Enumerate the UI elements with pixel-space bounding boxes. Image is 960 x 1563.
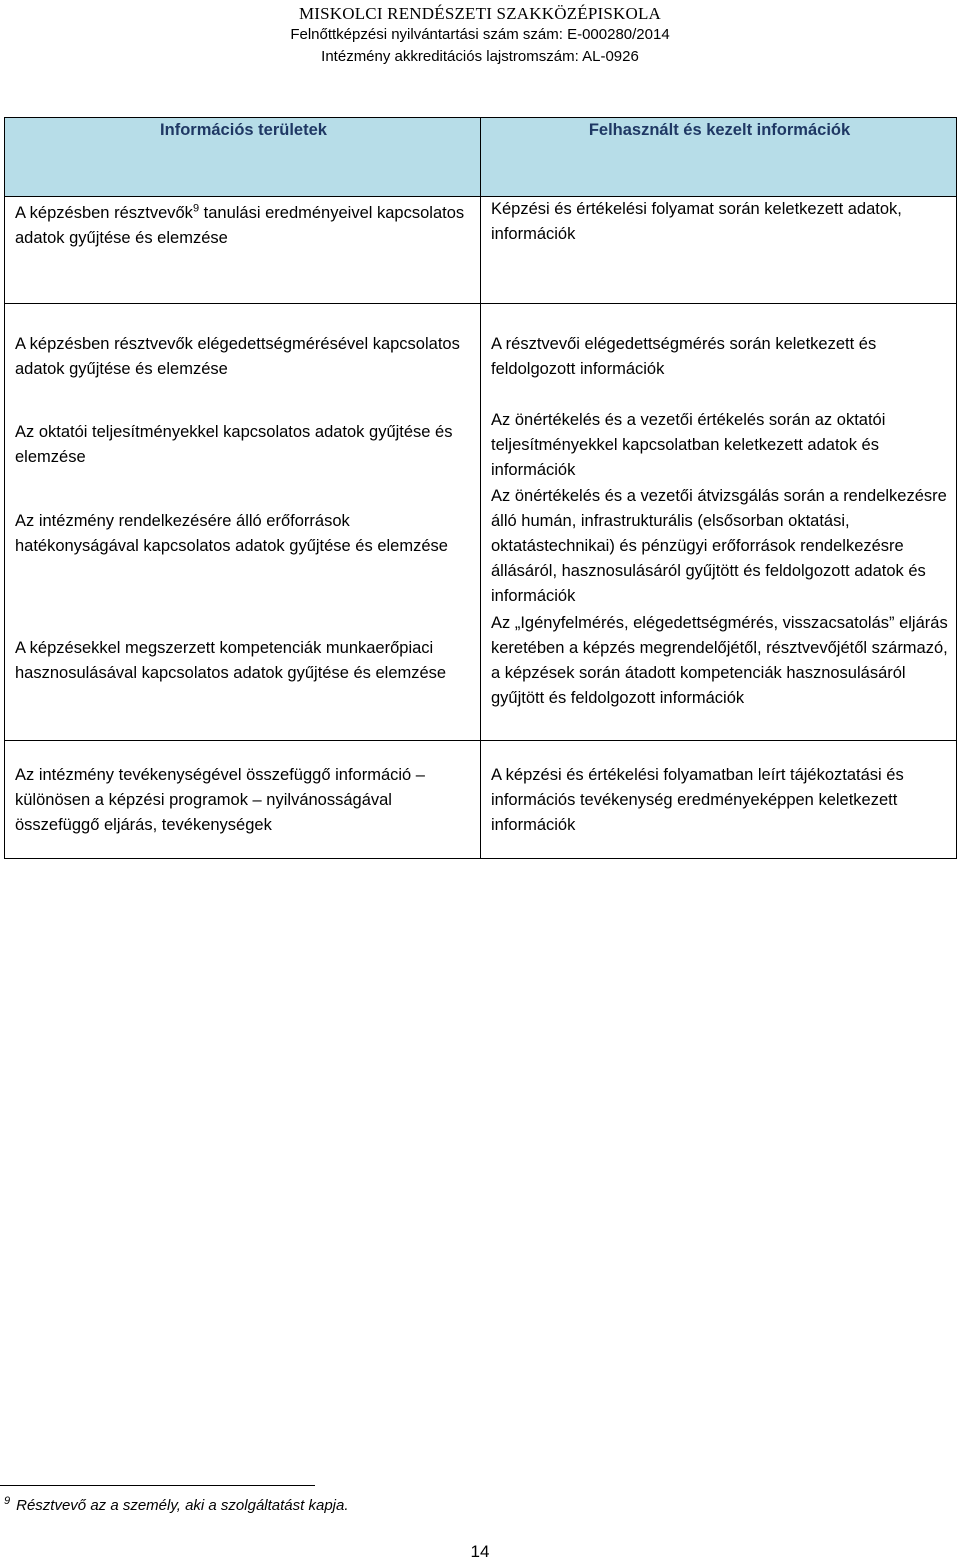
row1-left-text-b: tanulási eredményeivel kapcsolatos adatok gyűjtése és elemzése: [15, 204, 465, 247]
row2-right-item-3: Az önértékelés és a vezetői átvizsgálás során a rendelkezésre álló humán, infrastrukturális (elsősorban oktatási, oktatástechnikai) és pénzügyi erőforrások rendelkezésre állásáról, hasznosulásáról gyűjtött és feldolgozott adatok és információk: [491, 487, 947, 605]
page-number: 14: [470, 1542, 490, 1561]
information-table: [4, 117, 957, 859]
table-header-row: [5, 118, 957, 197]
table-row: [5, 304, 957, 741]
footnote-text: Résztvevő az a személy, aki a szolgáltatást kapja.: [16, 1497, 349, 1514]
row2-left-cell: [5, 304, 481, 741]
row1-left-cell: [5, 197, 481, 304]
accreditation-number: Intézmény akkreditációs lajstromszám: AL-0926: [321, 48, 639, 65]
table-row: [5, 741, 957, 859]
table-row: [5, 197, 957, 304]
row3-left-cell: Az intézmény tevékenységével összefüggő információ – különösen a képzési programok – nyilvánosságával összefüggő eljárás, tevékenységek: [5, 741, 481, 859]
footnote-reference: 9: [192, 202, 200, 215]
license-number: Felnőttképzési nyilvántartási szám szám: E-000280/2014: [290, 26, 670, 43]
footnote-marker: 9: [4, 1495, 11, 1507]
row2-right-item-1: A résztvevői elégedettségmérés során keletkezett és feldolgozott információk: [491, 335, 877, 378]
school-name: MISKOLCI RENDÉSZETI SZAKKÖZÉPISKOLA: [298, 4, 662, 23]
row2-right-item-4: Az „Igényfelmérés, elégedettségmérés, visszacsatolás” eljárás keretében a képzés megrendelőjétől, résztvevőjétől származó, a képzések során átadott kompetenciák hasznosulásáról gyűjtött és feldolgozott információk: [491, 614, 948, 707]
row1-right-cell: Képzési és értékelési folyamat során keletkezett adatok, információk: [481, 197, 957, 304]
header-information-areas: Információs területek: [5, 118, 481, 197]
row2-left-item-4: A képzésekkel megszerzett kompetenciák munkaerőpiaci hasznosulásával kapcsolatos adatok gyűjtése és elemzése: [15, 639, 447, 682]
row2-right-cell: [481, 304, 957, 741]
row2-right-item-2: Az önértékelés és a vezetői értékelés során az oktatói teljesítményekkel kapcsolatban keletkezett adatok és információk: [491, 411, 886, 479]
footnote-separator: [0, 1485, 315, 1486]
row1-left-text-a: A képzésben résztvevők: [15, 204, 193, 222]
footnote: [4, 1497, 349, 1514]
header-used-information: Felhasznált és kezelt információk: [481, 118, 957, 197]
row2-left-item-3: Az intézmény rendelkezésére álló erőforrások hatékonyságával kapcsolatos adatok gyűjtése és elemzése: [15, 512, 448, 555]
row2-left-item-2: Az oktatói teljesítményekkel kapcsolatos adatok gyűjtése és elemzése: [15, 423, 453, 466]
row2-left-item-1: A képzésben résztvevők elégedettségmérésével kapcsolatos adatok gyűjtése és elemzése: [15, 335, 460, 378]
row3-right-cell: A képzési és értékelési folyamatban leírt tájékoztatási és információs tevékenység eredményeképpen keletkezett információk: [481, 741, 957, 859]
